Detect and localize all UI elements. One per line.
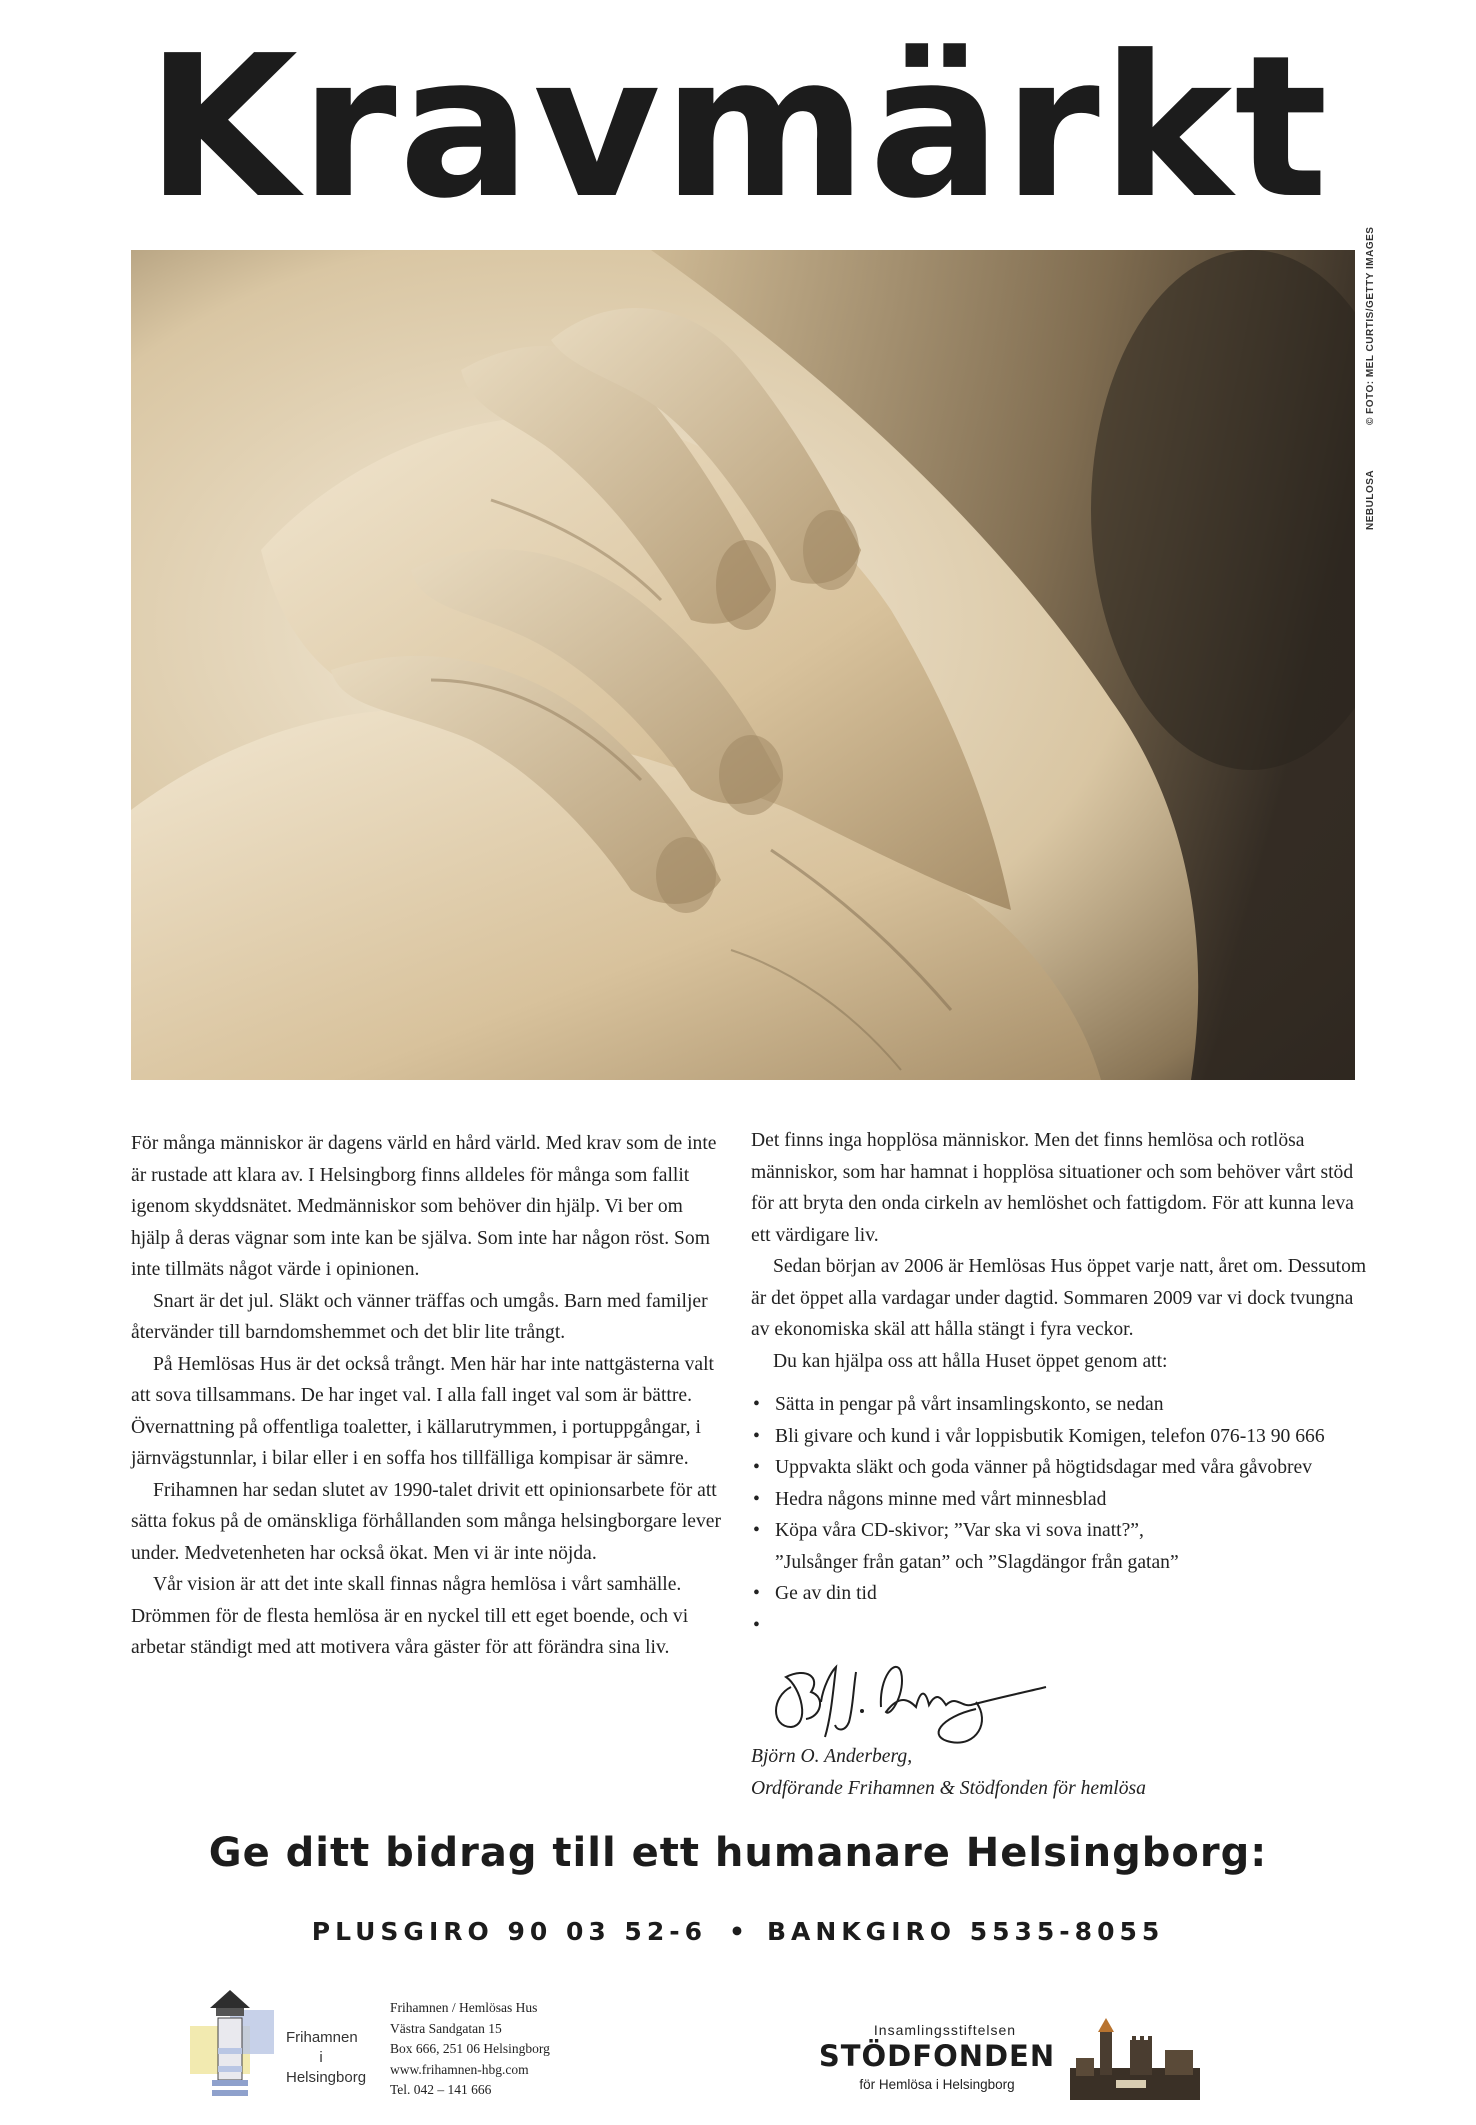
address-line: Box 666, 251 06 Helsingborg xyxy=(390,2041,550,2056)
stodfonden-name: STÖDFONDEN xyxy=(818,2039,1056,2073)
agency-credit: NEBULOSA xyxy=(1365,469,1376,530)
giro-separator: • xyxy=(729,1917,745,1946)
left-column xyxy=(131,1128,726,1664)
stodfonden-logo xyxy=(812,2022,1212,2112)
address-line: www.frihamnen-hbg.com xyxy=(390,2061,529,2077)
lighthouse-icon xyxy=(190,1990,286,2110)
praying-hands-illustration xyxy=(131,250,1355,1080)
list-item-continuation: ”Julsånger från gatan” och ”Slagdängor från gatan” xyxy=(775,1551,1179,1573)
hands-photo xyxy=(131,250,1355,1080)
headline: Kravmärkt xyxy=(146,14,1330,242)
paragraph: Vår vision är att det inte skall finnas några hemlösa i vårt samhälle. Drömmen för de flesta hemlösa är en nyckel till ett eget boende, och vi arbetar ständigt med att motivera våra gäster för att förändra sina liv. xyxy=(131,1574,689,1658)
list-item: • Köpa våra CD-skivor; ”Var ska vi sova inatt?”, xyxy=(751,1515,1371,1547)
call-to-action: Ge ditt bidrag till ett humanare Helsingborg: xyxy=(208,1830,1268,1876)
paragraph: Du kan hjälpa oss att hålla Huset öppet genom att: xyxy=(773,1350,1168,1372)
photo-credit: © FOTO: MEL CURTIS/GETTY IMAGES xyxy=(1365,226,1376,425)
paragraph: För många människor är dagens värld en hård värld. Med krav som de inte är rustade att klara av. I Helsingborg finns alldeles för många som fallit igenom skyddsnätet. Medmänniskor som behöver din hjälp. Vi ber om hjälp å deras vägnar som inte kan be själva. Som inte har någon röst. Som inte tillmäts något värde i opinionen. xyxy=(131,1133,717,1280)
list-item: • Hedra någons minne med vårt minnesblad xyxy=(751,1484,1371,1516)
address-line: Västra Sandgatan 15 xyxy=(390,2020,502,2036)
paragraph: Sedan början av 2006 är Hemlösas Hus öppet varje natt, året om. Dessutom är det öppet alla vardagar under dagtid. Sommaren 2009 var vi dock tvungna av ekonomiska skäl att hålla stängt i fyra veckor. xyxy=(751,1256,1367,1340)
help-list xyxy=(751,1389,1371,1641)
plusgiro: PLUSGIRO 90 03 52-6 xyxy=(311,1917,707,1946)
paragraph: Snart är det jul. Släkt och vänner träffas och umgås. Barn med familjer återvänder till barndomshemmet och det blir lite trångt. xyxy=(131,1290,708,1343)
paragraph: Frihamnen har sedan slutet av 1990-talet drivit ett opinionsarbete för att sätta fokus på de omänskliga förhållanden som många helsingborgare lever under. Medvetenheten har också ökat. Men vi är inte nöjda. xyxy=(131,1479,721,1564)
logo-line: i xyxy=(319,2049,323,2066)
list-item: • Sätta in pengar på vårt insamlingskonto, se nedan xyxy=(751,1389,1371,1421)
contact-address xyxy=(390,1998,550,2101)
frihamnen-logo-text xyxy=(286,2028,367,2088)
list-item-empty xyxy=(751,1610,1371,1642)
address-line: Tel. 042 – 141 666 xyxy=(390,2082,492,2097)
giro-numbers xyxy=(0,1917,1476,1946)
address-line: Frihamnen / Hemlösas Hus xyxy=(390,2000,538,2015)
signature-name: Björn O. Anderberg, xyxy=(751,1746,913,1767)
frihamnen-logo xyxy=(190,1990,370,2110)
stodfonden-subtitle: för Hemlösa i Helsingborg xyxy=(859,2077,1015,2092)
paragraph: Det finns inga hopplösa människor. Men det finns hemlösa och rotlösa människor, som har hamnat i hopplösa situationer och som behöver vårt stöd för att bryta den onda cirkeln av hemlöshet och fattigdom. För att kunna leva ett värdigare liv. xyxy=(751,1130,1354,1246)
bankgiro: BANKGIRO 5535-8055 xyxy=(766,1917,1165,1946)
right-column xyxy=(751,1125,1371,1804)
logo-line: Frihamnen xyxy=(286,2029,358,2046)
list-item: • Bli givare och kund i vår loppisbutik Komigen, telefon 076-13 90 666 xyxy=(751,1421,1371,1453)
list-item: • Ge av din tid xyxy=(751,1578,1371,1610)
list-item: • Uppvakta släkt och goda vänner på högtidsdagar med våra gåvobrev xyxy=(751,1452,1371,1484)
city-skyline-icon xyxy=(1070,2018,1200,2100)
stodfonden-small: Insamlingsstiftelsen xyxy=(873,2022,1017,2038)
logo-line: Helsingborg xyxy=(286,2069,367,2086)
handwritten-signature xyxy=(761,1647,1371,1749)
paragraph: På Hemlösas Hus är det också trångt. Men här har inte nattgästerna valt att sova tillsammans. De har inget val. I alla fall inget val som är bättre. Övernattning på offentliga toaletter, i källarutrymmen, i portuppgångar, i järnvägstunnlar, i bilar eller i en soffa hos tillfälliga kompisar är sämre. xyxy=(131,1353,714,1469)
signature-title: Ordförande Frihamnen & Stödfonden för hemlösa xyxy=(751,1777,1146,1799)
